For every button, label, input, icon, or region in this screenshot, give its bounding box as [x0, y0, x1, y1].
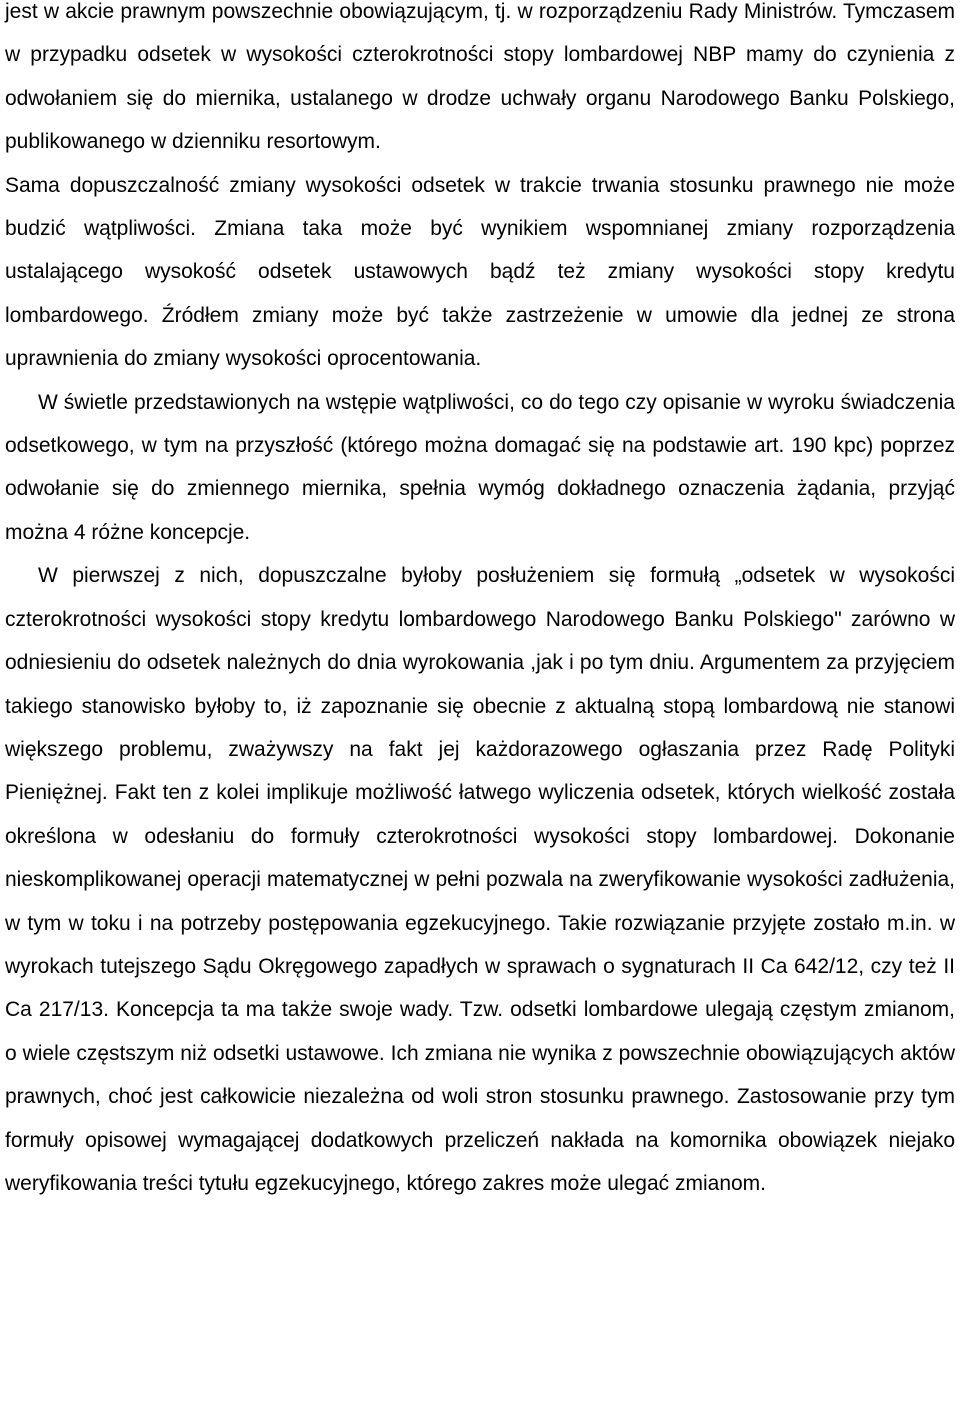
paragraph-first-concept: W pierwszej z nich, dopuszczalne byłoby posłużeniem się formułą „odsetek w wysokości czterokrotności wysokości stopy kredytu lombardowego Narodowego Banku Polskiego" zarówno w odniesieniu do odsetek należnych do dnia wyrokowania ,jak i po tym dniu. Argumentem za przyjęciem takiego stanowisko byłoby to, iż zapoznanie się obecnie z aktualną stopą lombardową nie stanowi większego problemu, zważywszy na fakt jej każdorazowego ogłaszania przez Radę Polityki Pieniężnej. Fakt ten z kolei implikuje możliwość łatwego wyliczenia odsetek, których wielkość została określona w odesłaniu do formuły czterokrotności wysokości stopy lombardowej. Dokonanie nieskomplikowanej operacji matematycznej w pełni pozwala na zweryfikowanie wysokości zadłużenia, w tym w toku i na potrzeby postępowania egzekucyjnego. Takie rozwiązanie przyjęte zostało m.in. w wyrokach tutejszego Sądu Okręgowego zapadłych w sprawach o sygnaturach II Ca 642/12, czy też II Ca 217/13. Koncepcja ta ma także swoje wady. Tzw. odsetki lombardowe ulegają częstym zmianom, o wiele częstszym niż odsetki ustawowe. Ich zmiana nie wynika z powszechnie obowiązujących aktów prawnych, choć jest całkowicie niezależna od woli stron stosunku prawnego. Zastosowanie przy tym formuły opisowej wymagającej dodatkowych przeliczeń nakłada na komornika obowiązek niejako weryfikowania treści tytułu egzekucyjnego, którego zakres może ulegać zmianom.	[5, 564, 955, 1195]
paragraph-interest-change: Sama dopuszczalność zmiany wysokości odsetek w trakcie trwania stosunku prawnego nie może budzić wątpliwości. Zmiana taka może być wynikiem wspomnianej zmiany rozporządzenia ustalającego wysokość odsetek ustawowych bądź też zmiany wysokości stopy kredytu lombardowego. Źródłem zmiany może być także zastrzeżenie w umowie dla jednej ze strona uprawnienia do zmiany wysokości oprocentowania.	[5, 173, 955, 371]
paragraph-concepts-intro: W świetle przedstawionych na wstępie wątpliwości, co do tego czy opisanie w wyroku świadczenia odsetkowego, w tym na przyszłość (którego można domagać się na podstawie art. 190 kpc) poprzez odwołanie się do zmiennego miernika, spełnia wymóg dokładnego oznaczenia żądania, przyjąć można 4 różne koncepcje.	[5, 390, 955, 544]
paragraph-continuation: jest w akcie prawnym powszechnie obowiązującym, tj. w rozporządzeniu Rady Ministrów. Tymczasem w przypadku odsetek w wysokości czterokrotności stopy lombardowej NBP mamy do czynienia z odwołaniem się do miernika, ustalanego w drodze uchwały organu Narodowego Banku Polskiego, publikowanego w dzienniku resortowym.	[5, 0, 955, 154]
